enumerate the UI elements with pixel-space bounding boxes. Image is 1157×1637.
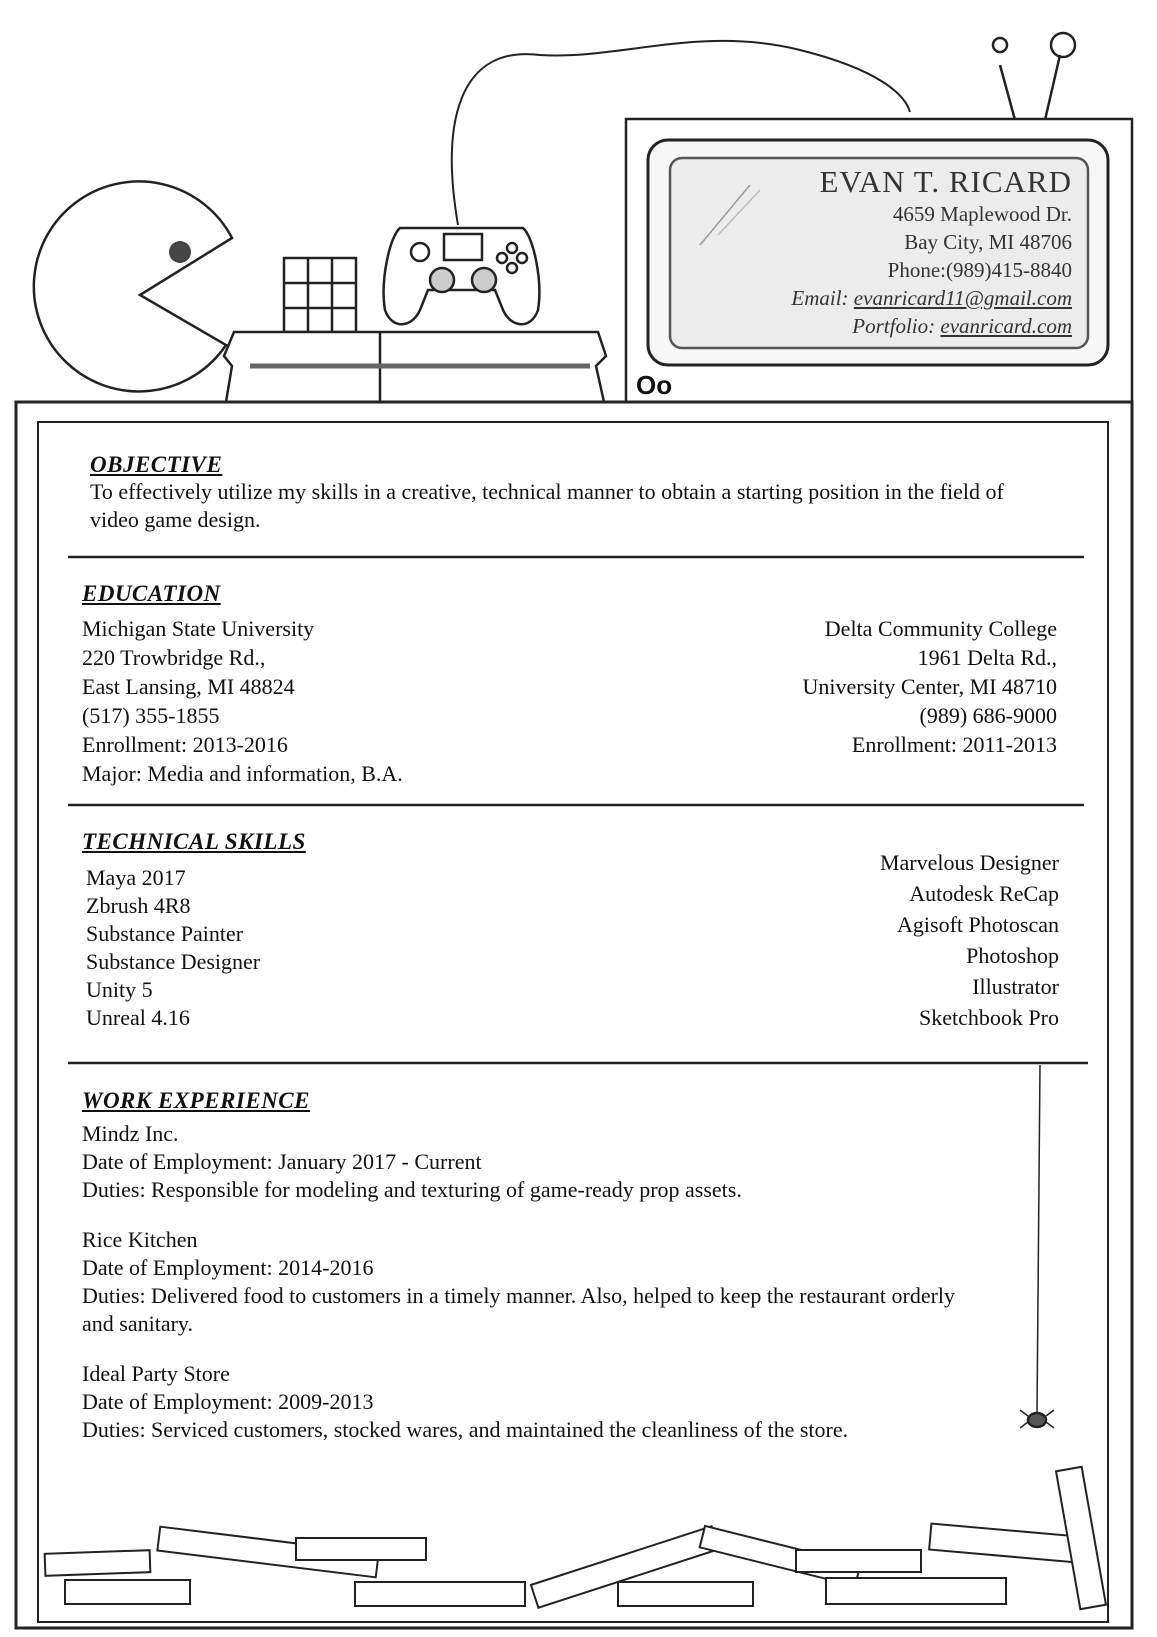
contact-card — [680, 162, 1072, 352]
objective-heading: OBJECTIVE — [90, 452, 223, 477]
portfolio-label: Portfolio: — [852, 314, 936, 338]
spider-icon — [1020, 1065, 1054, 1428]
skills-section — [82, 829, 306, 855]
school-city: University Center, MI 48710 — [802, 674, 1057, 699]
job-entry — [82, 1360, 982, 1444]
school-phone: (989) 686-9000 — [919, 703, 1057, 728]
skills-list-right — [880, 847, 1059, 1033]
school-name: Delta Community College — [824, 616, 1057, 641]
education-delta — [802, 614, 1057, 759]
job-duties: Duties: Serviced customers, stocked wares, and maintained the cleanliness of the store. — [82, 1417, 849, 1442]
email-label: Email: — [791, 286, 849, 310]
school-enrollment: Enrollment: 2013-2016 — [82, 732, 288, 757]
job-dates: Date of Employment: January 2017 - Current — [82, 1149, 482, 1174]
skill-item: Zbrush 4R8 — [86, 893, 191, 918]
skill-item: Substance Painter — [86, 921, 244, 946]
school-major: Major: Media and information, B.A. — [82, 761, 403, 786]
school-name: Michigan State University — [82, 616, 315, 641]
school-street: 220 Trowbridge Rd., — [82, 645, 266, 670]
education-section — [82, 581, 1067, 607]
skill-item: Photoshop — [966, 943, 1059, 968]
school-phone: (517) 355-1855 — [82, 703, 220, 728]
job-company: Mindz Inc. — [82, 1121, 179, 1146]
work-section — [82, 1088, 982, 1466]
address-line-1: 4659 Maplewood Dr. — [892, 202, 1072, 226]
email-row — [791, 284, 1072, 312]
skill-item: Maya 2017 — [86, 865, 186, 890]
game-console-icon — [224, 332, 606, 402]
work-heading: WORK EXPERIENCE — [82, 1088, 310, 1113]
skill-item: Autodesk ReCap — [909, 881, 1059, 906]
skill-item: Illustrator — [972, 974, 1059, 999]
job-entry — [82, 1120, 982, 1204]
skill-item: Sketchbook Pro — [919, 1005, 1059, 1030]
skill-item: Unreal 4.16 — [86, 1005, 190, 1030]
school-street: 1961 Delta Rd., — [917, 645, 1057, 670]
school-city: East Lansing, MI 48824 — [82, 674, 295, 699]
job-dates: Date of Employment: 2014-2016 — [82, 1255, 374, 1280]
email-link[interactable]: evanricard11@gmail.com — [853, 286, 1072, 310]
pacman-icon — [34, 181, 232, 391]
education-msu — [82, 614, 403, 788]
skill-item: Agisoft Photoscan — [897, 912, 1059, 937]
skills-list-left — [86, 864, 260, 1032]
job-company: Ideal Party Store — [82, 1361, 230, 1386]
skill-item: Marvelous Designer — [879, 850, 1059, 875]
job-dates: Date of Employment: 2009-2013 — [82, 1389, 374, 1414]
job-company: Rice Kitchen — [82, 1227, 198, 1252]
skill-item: Substance Designer — [86, 949, 261, 974]
school-enrollment: Enrollment: 2011-2013 — [851, 732, 1057, 757]
address-line-2: Bay City, MI 48706 — [904, 230, 1072, 254]
tv-buttons-label: Oo — [636, 370, 673, 400]
objective-text: To effectively utilize my skills in a creative, technical manner to obtain a starting position in the field of video game design. — [90, 479, 1004, 532]
pacman-eye — [169, 241, 191, 263]
portfolio-link[interactable]: evanricard.com — [940, 314, 1072, 338]
game-controller-icon — [384, 228, 540, 324]
objective-section — [90, 452, 1010, 534]
job-duties: Duties: Delivered food to customers in a timely manner. Also, helped to keep the restaurant orderly and sanitary. — [82, 1283, 956, 1336]
job-entry — [82, 1226, 982, 1338]
book-pile-icon — [45, 1467, 1106, 1609]
candidate-name: EVAN T. RICARD — [819, 164, 1072, 199]
education-heading: EDUCATION — [82, 581, 221, 606]
rubiks-cube-icon — [284, 258, 356, 332]
skill-item: Unity 5 — [86, 977, 153, 1002]
job-duties: Duties: Responsible for modeling and texturing of game-ready prop assets. — [82, 1177, 742, 1202]
portfolio-row — [791, 312, 1072, 340]
phone-number: Phone:(989)415-8840 — [887, 258, 1072, 282]
skills-heading: TECHNICAL SKILLS — [82, 829, 306, 854]
